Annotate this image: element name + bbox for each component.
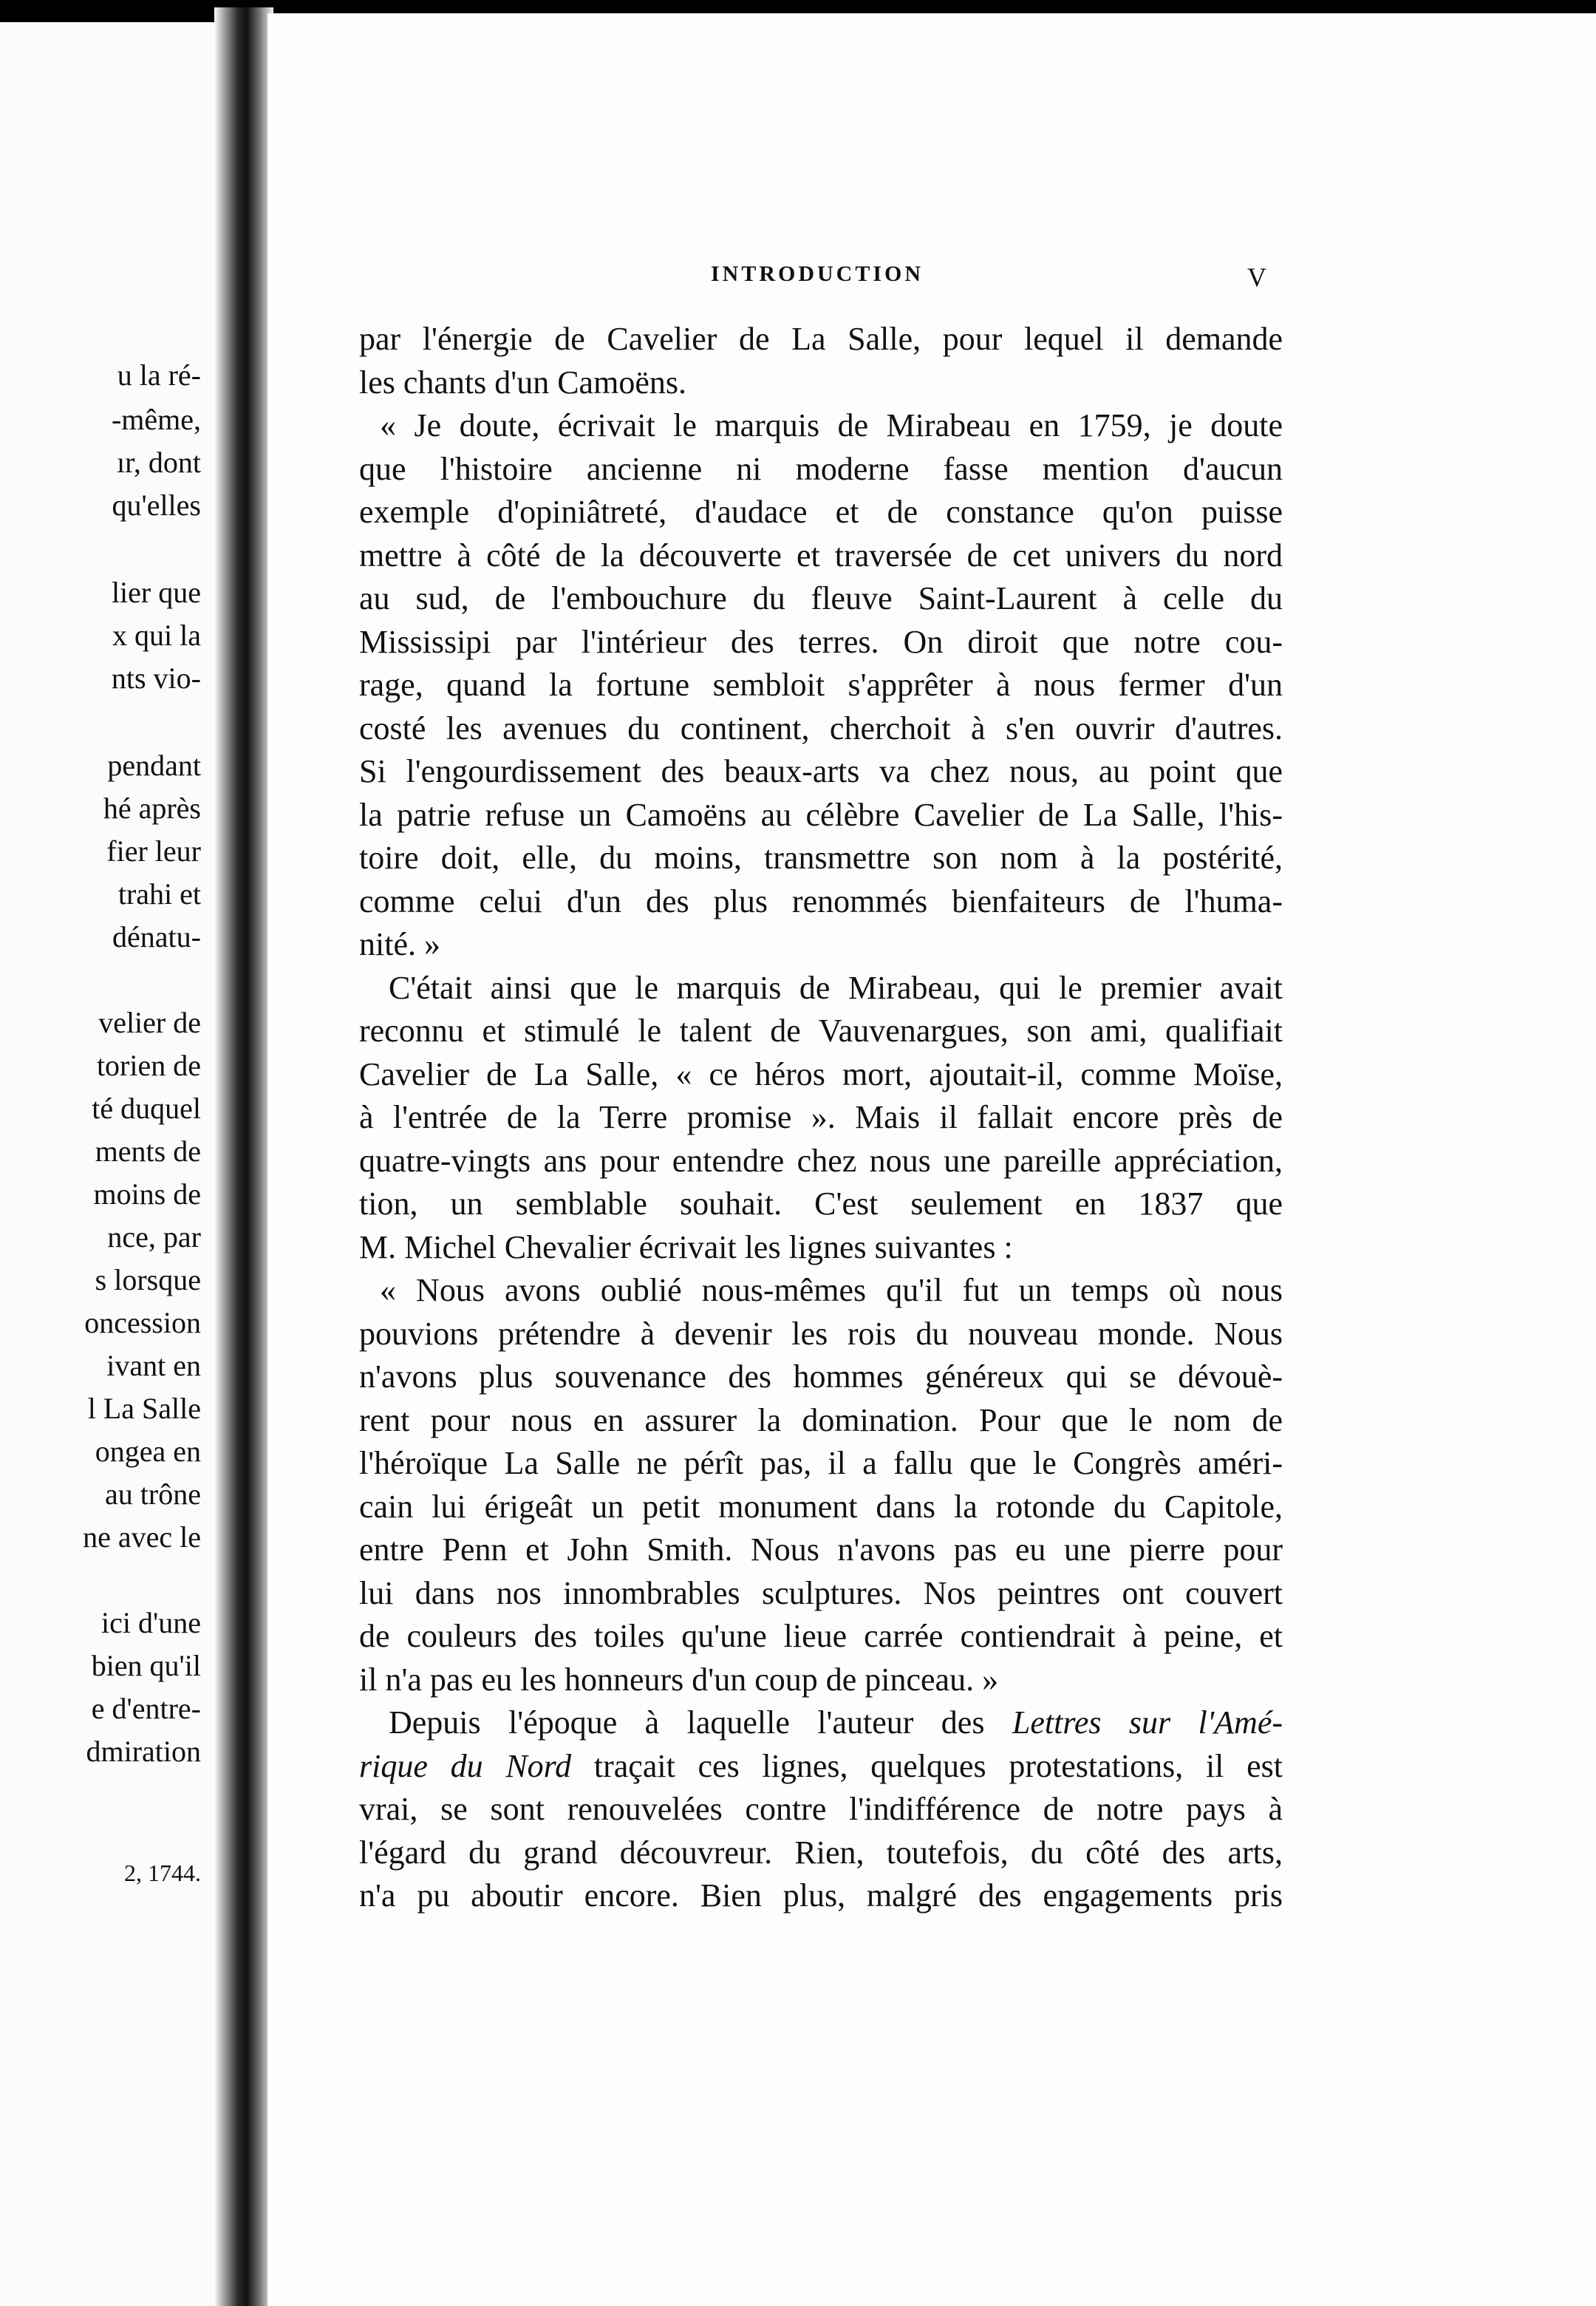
text-line: M. Michel Chevalier écrivait les lignes suivantes : bbox=[359, 1228, 1013, 1265]
left-page-line: torien de bbox=[96, 1049, 201, 1082]
left-page-line: oncession bbox=[84, 1306, 201, 1339]
left-page-line: té duquel bbox=[92, 1092, 201, 1125]
left-page-line: dénatu- bbox=[112, 920, 201, 953]
left-page-line: s lorsque bbox=[95, 1263, 201, 1296]
text-line: les chants d'un Camoëns. bbox=[359, 364, 686, 401]
left-page-line: velier de bbox=[98, 1006, 201, 1039]
text-line: à l'entrée de la Terre promise ». Mais il fallait encore près de bbox=[359, 1099, 1283, 1135]
text-line: au sud, de l'embouchure du fleuve Saint-Laurent à celle du bbox=[359, 580, 1283, 616]
left-page-line: moins de bbox=[93, 1177, 201, 1211]
text-line: l'égard du grand découvreur. Rien, toutefois, du côté des arts, bbox=[359, 1834, 1283, 1871]
text-line bbox=[359, 1745, 1283, 1789]
text-line: l'héroïque La Salle ne pérît pas, il a fallu que le Congrès améri- bbox=[359, 1445, 1283, 1481]
book-title-fragment: Lettres sur l'Amé- bbox=[1012, 1704, 1283, 1741]
text-line: que l'histoire ancienne ni moderne fasse mention d'aucun bbox=[359, 450, 1283, 487]
text-line bbox=[359, 1701, 1283, 1745]
left-page-line: ır, dont bbox=[117, 446, 201, 479]
right-page bbox=[267, 13, 1596, 2306]
text-line: entre Penn et John Smith. Nous n'avons pas eu une pierre pour bbox=[359, 1531, 1283, 1568]
text-line: reconnu et stimulé le talent de Vauvenargues, son ami, qualifiait bbox=[359, 1013, 1283, 1049]
text-line: la patrie refuse un Camoëns au célèbre Cavelier de La Salle, l'his- bbox=[359, 796, 1283, 833]
left-page-line: qu'elles bbox=[112, 489, 201, 522]
left-page-line: lier que bbox=[111, 576, 201, 609]
left-page-line: au trône bbox=[105, 1477, 201, 1511]
book-title-fragment: rique du Nord bbox=[359, 1747, 572, 1784]
text-line: lui dans nos innombrables sculptures. Nos peintres ont couvert bbox=[359, 1574, 1283, 1611]
left-page-fragment bbox=[0, 22, 222, 2306]
left-page-line: ivant en bbox=[106, 1349, 201, 1382]
text-line: comme celui d'un des plus renommés bienfaiteurs de l'huma- bbox=[359, 882, 1283, 919]
text-line: n'avons plus souvenance des hommes généreux qui se dévouè- bbox=[359, 1358, 1283, 1395]
left-page-line: bien qu'il bbox=[91, 1649, 201, 1682]
text-line: nité. » bbox=[359, 926, 440, 962]
text-line: toire doit, elle, du moins, transmettre son nom à la postérité, bbox=[359, 840, 1283, 876]
left-page-line: ongea en bbox=[95, 1435, 201, 1468]
text-line: exemple d'opiniâtreté, d'audace et de constance qu'on puisse bbox=[359, 494, 1283, 530]
text-line: mettre à côté de la découverte et traversée de cet univers du nord bbox=[359, 537, 1283, 574]
text-line: n'a pu aboutir encore. Bien plus, malgré des engagements pris bbox=[359, 1877, 1283, 1914]
left-page-line: nce, par bbox=[107, 1220, 201, 1254]
text-line: vrai, se sont renouvelées contre l'indifférence de notre pays à bbox=[359, 1791, 1283, 1827]
book-gutter bbox=[214, 7, 273, 2306]
text-fragment: traçait ces lignes, quelques protestations, il est bbox=[593, 1747, 1283, 1784]
left-page-line: nts vio- bbox=[111, 661, 201, 695]
left-page-line: e d'entre- bbox=[91, 1692, 201, 1725]
left-page-line: u la ré- bbox=[117, 358, 201, 392]
text-line: C'était ainsi que le marquis de Mirabeau, qui le premier avait bbox=[389, 969, 1283, 1006]
text-line: Cavelier de La Salle, « ce héros mort, ajoutait-il, comme Moïse, bbox=[359, 1055, 1283, 1092]
text-line: cain lui érigeât un petit monument dans la rotonde du Capitole, bbox=[359, 1488, 1283, 1525]
left-page-line: x qui la bbox=[112, 619, 201, 652]
text-line: « Je doute, écrivait le marquis de Mirabeau en 1759, je doute bbox=[380, 407, 1283, 443]
left-page-line: trahi et bbox=[117, 877, 201, 911]
text-line: Mississipi par l'intérieur des terres. On diroit que notre cou- bbox=[359, 623, 1283, 660]
left-page-line: ments de bbox=[95, 1135, 201, 1168]
left-page-line: pendant bbox=[107, 749, 201, 782]
page-body bbox=[359, 318, 1283, 1918]
left-page-line: ici d'une bbox=[101, 1606, 201, 1639]
left-page-line: l La Salle bbox=[87, 1392, 201, 1425]
running-head: INTRODUCTION bbox=[711, 262, 924, 286]
text-line: pouvions prétendre à devenir les rois du nouveau monde. Nous bbox=[359, 1315, 1283, 1352]
left-page-footnote: 2, 1744. bbox=[124, 1860, 201, 1886]
left-page-line: -même, bbox=[111, 403, 201, 436]
text-line: rent pour nous en assurer la domination. Pour que le nom de bbox=[359, 1401, 1283, 1438]
text-line: il n'a pas eu les honneurs d'un coup de pinceau. » bbox=[359, 1661, 999, 1698]
text-line: quatre-vingts ans pour entendre chez nous une pareille appréciation, bbox=[359, 1142, 1283, 1179]
left-page-line: ne avec le bbox=[83, 1520, 201, 1554]
left-page-line: hé après bbox=[103, 792, 201, 825]
text-line: rage, quand la fortune sembloit s'apprêter à nous fermer d'un bbox=[359, 667, 1283, 703]
text-line: par l'énergie de Cavelier de La Salle, pour lequel il demande bbox=[359, 321, 1283, 357]
text-line: « Nous avons oublié nous-mêmes qu'il fut un temps où nous bbox=[380, 1272, 1283, 1308]
text-line: tion, un semblable souhait. C'est seulement en 1837 que bbox=[359, 1186, 1283, 1222]
left-page-line: fier leur bbox=[106, 834, 201, 868]
left-page-line: dmiration bbox=[86, 1735, 201, 1768]
page-number: V bbox=[1247, 262, 1266, 292]
text-line: Si l'engourdissement des beaux-arts va chez nous, au point que bbox=[359, 753, 1283, 789]
text-fragment: Depuis l'époque à laquelle l'auteur des bbox=[389, 1704, 985, 1741]
text-line: de couleurs des toiles qu'une lieue carrée contiendrait à peine, et bbox=[359, 1618, 1283, 1654]
text-line: costé les avenues du continent, cherchoit à s'en ouvrir d'autres. bbox=[359, 710, 1283, 746]
